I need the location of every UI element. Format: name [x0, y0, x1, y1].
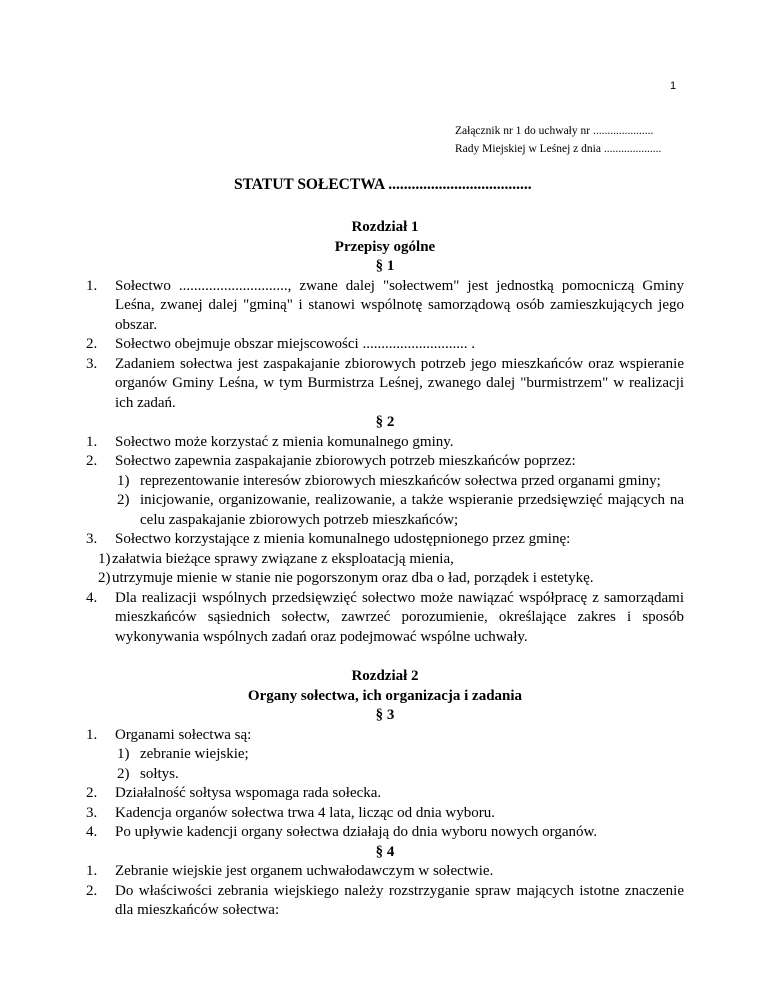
list-item: 1. Organami sołectwa są:	[86, 726, 252, 743]
list-item: 1. Sołectwo ............................., zwane dalej "sołectwem" jest jednostką pomocniczą Gminy Leśna, zwanej dalej "gminą" i stanowi wspólnotę samorządową osób zamieszkujących jego obszar.	[86, 277, 684, 333]
document-title: STATUT SOŁECTWA .....................................	[234, 176, 532, 193]
list-item: 3. Zadaniem sołectwa jest zaspakajanie zbiorowych potrzeb jego mieszkańców oraz wspieranie organów Gminy Leśna, w tym Burmistrza Leśnej, zwanego dalej "burmistrzem" w realizacji ich zadań.	[86, 355, 684, 411]
chapter-2-heading: Rozdział 2	[351, 668, 419, 684]
document-body	[86, 218, 684, 921]
annex-line-2: Rady Miejskiej w Leśnej z dnia ....................	[455, 143, 662, 155]
annex-line-1: Załącznik nr 1 do uchwały nr .....................	[455, 125, 654, 137]
sub-list-item: 2) inicjowanie, organizowanie, realizowanie, a także wspieranie przedsięwzięć mających na celu zaspakajanie zbiorowych potrzeb mieszkańców;	[117, 492, 684, 528]
list-item: 3. Sołectwo korzystające z mienia komunalnego udostępnionego przez gminę:	[86, 531, 571, 547]
sub-list-item: 1) załatwia bieżące sprawy związane z eksploatacją mienia,	[98, 550, 454, 567]
section-3-sign: § 3	[375, 707, 395, 723]
list-item: 4. Dla realizacji wspólnych przedsięwzięć sołectwo może nawiązać współpracę z samorządami mieszkańców sąsiednich sołectw, zawrzeć porozumienie, określające zakres i sposób wykonywania wspólnych zadań oraz podejmować wspólne uchwały.	[86, 589, 684, 645]
section-4-sign: § 4	[375, 843, 395, 860]
section-2-sign: § 2	[375, 414, 395, 430]
sub-list-item: 1) reprezentowanie interesów zbiorowych mieszkańców sołectwa przed organami gminy;	[117, 472, 661, 489]
sub-list-item: 1) zebranie wiejskie;	[117, 746, 249, 762]
sub-list-item: 2) utrzymuje mienie w stanie nie pogorszonym oraz dba o ład, porządek i estetykę.	[98, 570, 594, 586]
list-item: 2. Sołectwo obejmuje obszar miejscowości ............................ .	[86, 336, 475, 352]
section-1-sign: § 1	[375, 258, 395, 274]
page-number: 1	[670, 80, 677, 92]
annex-note	[455, 122, 661, 158]
chapter-1-subtitle: Przepisy ogólne	[334, 238, 436, 255]
list-item: 2. Do właściwości zebrania wiejskiego należy rozstrzyganie spraw mających istotne znaczenie dla mieszkańców sołectwa:	[86, 882, 684, 918]
list-item: 2. Działalność sołtysa wspomaga rada sołecka.	[86, 785, 382, 801]
list-item: 3. Kadencja organów sołectwa trwa 4 lata, licząc od dnia wyboru.	[86, 804, 495, 821]
list-item: 1. Sołectwo może korzystać z mienia komunalnego gminy.	[86, 433, 454, 450]
chapter-1-heading: Rozdział 1	[351, 219, 419, 235]
list-item: 1. Zebranie wiejskie jest organem uchwałodawczym w sołectwie.	[86, 863, 494, 879]
sub-list-item: 2) sołtys.	[117, 765, 179, 782]
chapter-2-subtitle: Organy sołectwa, ich organizacja i zadania	[247, 687, 523, 704]
list-item: 2. Sołectwo zapewnia zaspakajanie zbiorowych potrzeb mieszkańców poprzez:	[86, 453, 576, 469]
list-item: 4. Po upływie kadencji organy sołectwa działają do dnia wyboru nowych organów.	[86, 824, 598, 840]
